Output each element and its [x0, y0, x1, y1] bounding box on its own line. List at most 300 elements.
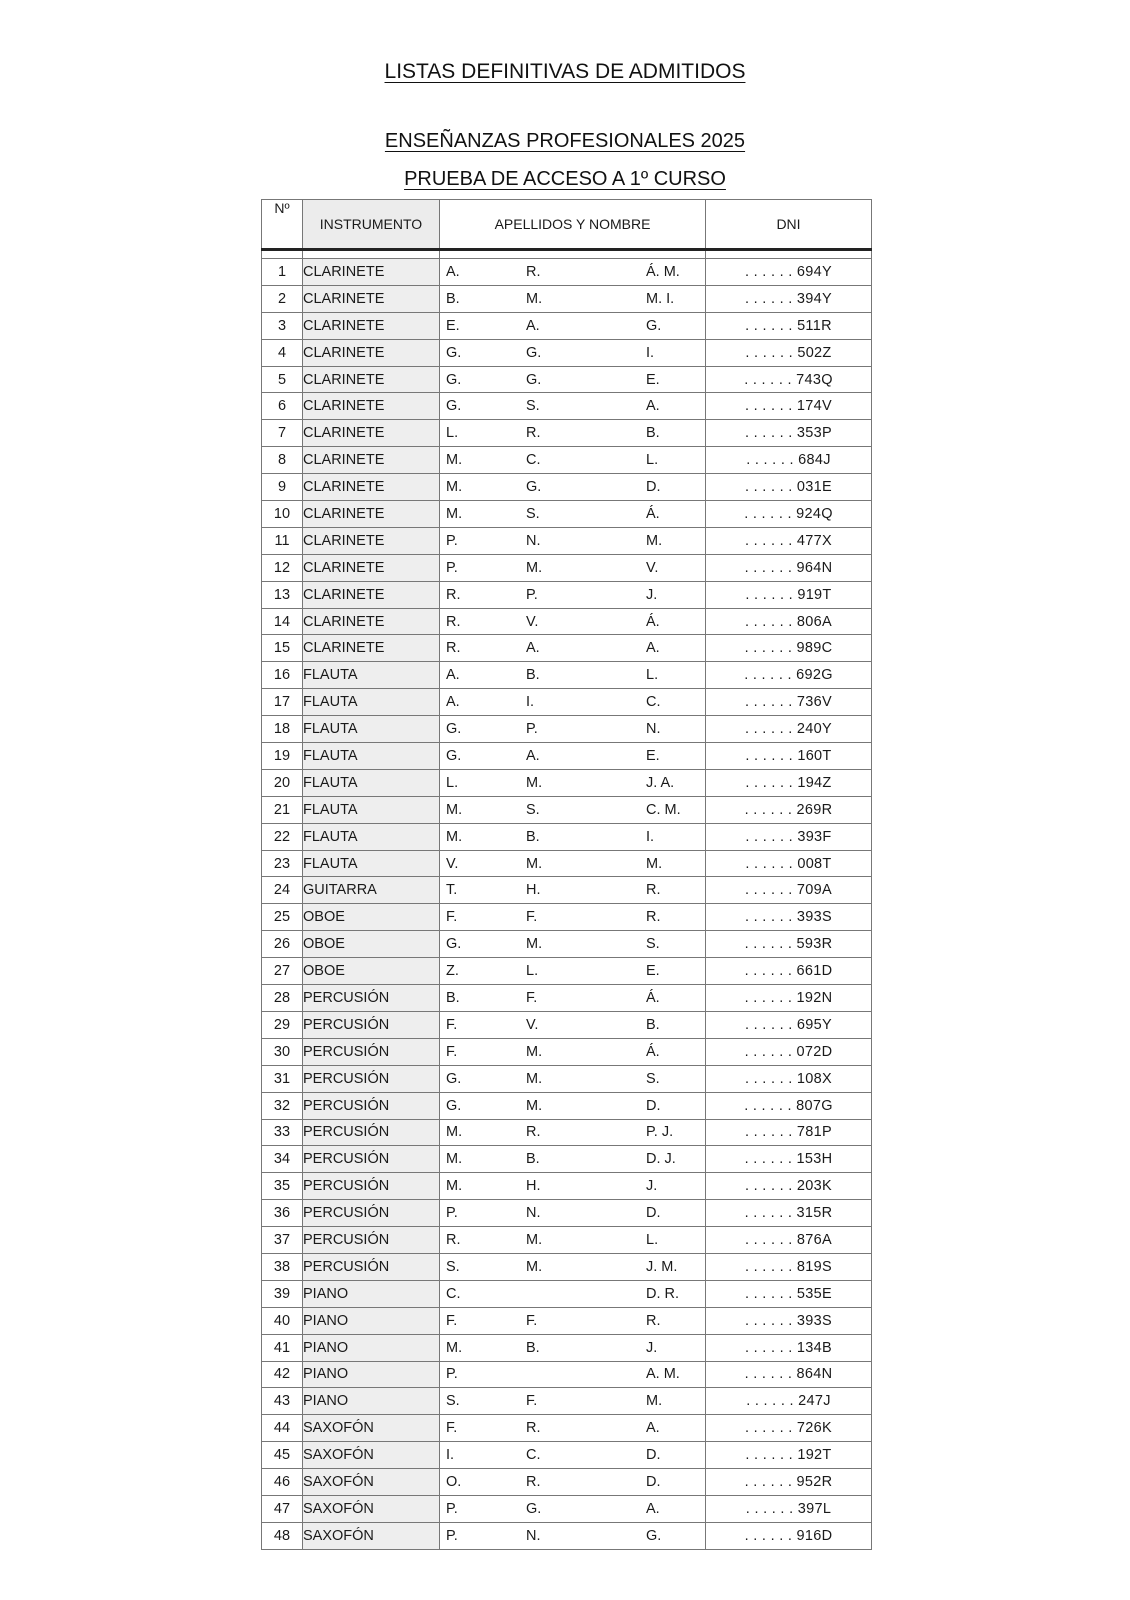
name-parts: [440, 533, 705, 549]
name-parts: [440, 990, 705, 1006]
table-row: [262, 1469, 872, 1496]
name-part-3: A.: [646, 1500, 660, 1517]
name-parts: [440, 882, 705, 898]
page-title: [0, 60, 1130, 84]
row-dni: . . . . . . 919T: [706, 581, 872, 608]
table-row: [262, 1388, 872, 1415]
row-instrument: CLARINETE: [303, 635, 440, 662]
row-instrument: PERCUSIÓN: [303, 1253, 440, 1280]
row-dni: . . . . . . 174V: [706, 393, 872, 420]
table-row: [262, 554, 872, 581]
name-part-1: G.: [446, 371, 462, 388]
row-instrument: CLARINETE: [303, 447, 440, 474]
name-part-3: R.: [646, 882, 661, 899]
row-instrument: PERCUSIÓN: [303, 1146, 440, 1173]
row-instrument: GUITARRA: [303, 877, 440, 904]
row-instrument: PERCUSIÓN: [303, 985, 440, 1012]
page-subtitle-2: [0, 168, 1130, 191]
name-part-2: B.: [526, 828, 540, 845]
name-part-3: V.: [646, 559, 659, 576]
name-part-1: C.: [446, 1285, 461, 1302]
name-parts: [440, 1447, 705, 1463]
name-part-1: G.: [446, 936, 462, 953]
name-part-1: P.: [446, 559, 458, 576]
table-row: [262, 1227, 872, 1254]
name-part-1: R.: [446, 613, 461, 630]
name-part-1: M.: [446, 1124, 463, 1141]
name-part-1: P.: [446, 532, 458, 549]
name-part-3: A. M.: [646, 1366, 680, 1383]
name-parts: [440, 1286, 705, 1302]
row-name: [440, 259, 706, 286]
row-number: 3: [262, 312, 303, 339]
name-part-1: M.: [446, 1178, 463, 1195]
admitted-table: [261, 199, 872, 1550]
name-parts: [440, 1124, 705, 1140]
table-row: [262, 259, 872, 286]
name-parts: [440, 1178, 705, 1194]
row-dni: . . . . . . 031E: [706, 474, 872, 501]
name-part-2: M.: [526, 936, 543, 953]
name-part-3: E.: [646, 963, 660, 980]
row-number: 11: [262, 527, 303, 554]
row-instrument: PERCUSIÓN: [303, 1173, 440, 1200]
name-part-1: L.: [446, 425, 459, 442]
row-instrument: SAXOFÓN: [303, 1522, 440, 1549]
name-part-1: O.: [446, 1474, 462, 1491]
name-part-1: A.: [446, 667, 460, 684]
row-dni: . . . . . . 924Q: [706, 501, 872, 528]
row-instrument: CLARINETE: [303, 420, 440, 447]
row-instrument: FLAUTA: [303, 796, 440, 823]
name-parts: [440, 345, 705, 361]
row-name: [440, 796, 706, 823]
row-number: 4: [262, 339, 303, 366]
row-number: 44: [262, 1415, 303, 1442]
name-part-2: G.: [526, 1500, 542, 1517]
name-parts: [440, 1501, 705, 1517]
name-part-3: M.: [646, 532, 663, 549]
row-instrument: OBOE: [303, 931, 440, 958]
name-part-3: A.: [646, 1420, 660, 1437]
row-number: 31: [262, 1065, 303, 1092]
name-part-3: N.: [646, 721, 661, 738]
name-part-2: C.: [526, 1447, 541, 1464]
name-part-3: E.: [646, 371, 660, 388]
row-name: [440, 769, 706, 796]
row-name: [440, 527, 706, 554]
table-row: [262, 743, 872, 770]
row-instrument: PIANO: [303, 1307, 440, 1334]
name-parts: [440, 694, 705, 710]
column-header-no: Nº: [262, 200, 303, 250]
row-number: 16: [262, 662, 303, 689]
name-part-3: D. R.: [646, 1285, 680, 1302]
table-row: [262, 1442, 872, 1469]
name-parts: [440, 398, 705, 414]
name-parts: [440, 775, 705, 791]
row-instrument: PIANO: [303, 1280, 440, 1307]
name-part-1: M.: [446, 1339, 463, 1356]
row-number: 24: [262, 877, 303, 904]
row-number: 27: [262, 958, 303, 985]
page-subtitle-2-text: PRUEBA DE ACCESO A 1º CURSO: [404, 168, 726, 190]
row-number: 41: [262, 1334, 303, 1361]
name-parts: [440, 1205, 705, 1221]
row-dni: . . . . . . 819S: [706, 1253, 872, 1280]
column-header-instrument: INSTRUMENTO: [303, 200, 440, 250]
name-part-1: B.: [446, 989, 460, 1006]
name-part-2: G.: [526, 371, 542, 388]
name-part-2: M.: [526, 559, 543, 576]
name-part-3: A.: [646, 398, 660, 415]
name-part-2: L.: [526, 963, 539, 980]
name-part-3: D.: [646, 1205, 661, 1222]
table-row: [262, 393, 872, 420]
row-dni: . . . . . . 661D: [706, 958, 872, 985]
table-row: [262, 689, 872, 716]
row-dni: . . . . . . 511R: [706, 312, 872, 339]
row-dni: . . . . . . 695Y: [706, 1011, 872, 1038]
row-name: [440, 501, 706, 528]
name-part-3: D.: [646, 479, 661, 496]
name-parts: [440, 829, 705, 845]
name-part-2: I.: [526, 694, 535, 711]
name-part-2: M.: [526, 774, 543, 791]
row-name: [440, 1065, 706, 1092]
name-parts: [440, 856, 705, 872]
name-part-1: M.: [446, 1151, 463, 1168]
table-row: [262, 581, 872, 608]
row-number: 7: [262, 420, 303, 447]
table-row: [262, 1200, 872, 1227]
row-instrument: CLARINETE: [303, 339, 440, 366]
name-part-3: Á.: [646, 505, 660, 522]
name-part-2: F.: [526, 989, 538, 1006]
row-number: 10: [262, 501, 303, 528]
name-part-1: P.: [446, 1366, 458, 1383]
row-name: [440, 958, 706, 985]
name-part-3: Á.: [646, 613, 660, 630]
table-row: [262, 1253, 872, 1280]
name-parts: [440, 1259, 705, 1275]
row-name: [440, 985, 706, 1012]
spacer-cell: [440, 250, 706, 259]
name-part-2: A.: [526, 640, 540, 657]
name-part-2: B.: [526, 1151, 540, 1168]
table-row: [262, 662, 872, 689]
name-part-2: M.: [526, 855, 543, 872]
row-instrument: FLAUTA: [303, 716, 440, 743]
row-name: [440, 1011, 706, 1038]
name-part-2: H.: [526, 882, 541, 899]
row-name: [440, 931, 706, 958]
name-part-2: S.: [526, 398, 540, 415]
row-instrument: CLARINETE: [303, 527, 440, 554]
row-number: 40: [262, 1307, 303, 1334]
name-part-3: R.: [646, 1312, 661, 1329]
name-part-2: M.: [526, 1258, 543, 1275]
row-name: [440, 447, 706, 474]
name-part-3: D.: [646, 1447, 661, 1464]
row-instrument: OBOE: [303, 904, 440, 931]
row-name: [440, 1253, 706, 1280]
row-name: [440, 1307, 706, 1334]
name-parts: [440, 1098, 705, 1114]
name-parts: [440, 667, 705, 683]
row-dni: . . . . . . 192N: [706, 985, 872, 1012]
name-part-3: M.: [646, 855, 663, 872]
name-part-1: P.: [446, 1205, 458, 1222]
row-dni: . . . . . . 203K: [706, 1173, 872, 1200]
row-dni: . . . . . . 502Z: [706, 339, 872, 366]
row-instrument: FLAUTA: [303, 689, 440, 716]
row-number: 45: [262, 1442, 303, 1469]
name-part-2: P.: [526, 586, 538, 603]
row-number: 6: [262, 393, 303, 420]
row-number: 47: [262, 1495, 303, 1522]
row-dni: . . . . . . 593R: [706, 931, 872, 958]
table-row: [262, 1361, 872, 1388]
name-part-1: Z.: [446, 963, 459, 980]
table-row: [262, 1092, 872, 1119]
row-instrument: PERCUSIÓN: [303, 1227, 440, 1254]
name-parts: [440, 506, 705, 522]
row-name: [440, 1388, 706, 1415]
name-part-1: I.: [446, 1447, 455, 1464]
name-parts: [440, 963, 705, 979]
name-part-2: N.: [526, 1527, 541, 1544]
row-instrument: FLAUTA: [303, 743, 440, 770]
row-instrument: PERCUSIÓN: [303, 1038, 440, 1065]
name-part-3: D.: [646, 1474, 661, 1491]
name-part-1: F.: [446, 909, 458, 926]
name-part-1: E.: [446, 317, 460, 334]
name-part-3: S.: [646, 936, 660, 953]
row-name: [440, 1334, 706, 1361]
row-dni: . . . . . . 477X: [706, 527, 872, 554]
name-part-1: R.: [446, 1232, 461, 1248]
name-parts: [440, 1044, 705, 1060]
row-dni: . . . . . . 736V: [706, 689, 872, 716]
name-parts: [440, 614, 705, 630]
row-instrument: FLAUTA: [303, 769, 440, 796]
name-part-3: J. A.: [646, 774, 675, 791]
name-part-1: M.: [446, 828, 463, 845]
name-part-3: Á.: [646, 1043, 660, 1060]
name-part-1: G.: [446, 747, 462, 764]
name-part-3: J.: [646, 586, 658, 603]
row-instrument: PERCUSIÓN: [303, 1011, 440, 1038]
row-name: [440, 285, 706, 312]
name-part-3: B.: [646, 425, 660, 442]
row-dni: . . . . . . 393S: [706, 1307, 872, 1334]
table-spacer-row: [262, 250, 872, 259]
row-number: 30: [262, 1038, 303, 1065]
row-instrument: CLARINETE: [303, 581, 440, 608]
row-number: 34: [262, 1146, 303, 1173]
row-name: [440, 312, 706, 339]
table-row: [262, 769, 872, 796]
table-row: [262, 850, 872, 877]
name-part-3: Á.: [646, 989, 660, 1006]
name-part-1: F.: [446, 1420, 458, 1437]
row-instrument: SAXOFÓN: [303, 1442, 440, 1469]
table-row: [262, 1280, 872, 1307]
name-parts: [440, 372, 705, 388]
row-name: [440, 689, 706, 716]
row-dni: . . . . . . 353P: [706, 420, 872, 447]
name-part-1: M.: [446, 452, 463, 469]
row-number: 22: [262, 823, 303, 850]
row-name: [440, 743, 706, 770]
table-row: [262, 931, 872, 958]
row-name: [440, 1038, 706, 1065]
table-row: [262, 1522, 872, 1549]
row-name: [440, 581, 706, 608]
name-part-2: G.: [526, 344, 542, 361]
table-row: [262, 474, 872, 501]
name-parts: [440, 1393, 705, 1409]
name-part-3: J. M.: [646, 1258, 678, 1275]
table-row: [262, 608, 872, 635]
table-row: [262, 447, 872, 474]
name-part-1: M.: [446, 505, 463, 522]
row-number: 48: [262, 1522, 303, 1549]
name-part-2: N.: [526, 1205, 541, 1222]
name-parts: [440, 264, 705, 280]
row-number: 19: [262, 743, 303, 770]
row-dni: . . . . . . 864N: [706, 1361, 872, 1388]
name-part-2: H.: [526, 1178, 541, 1195]
row-number: 1: [262, 259, 303, 286]
name-part-2: R.: [526, 1124, 541, 1141]
row-instrument: PERCUSIÓN: [303, 1065, 440, 1092]
name-parts: [440, 452, 705, 468]
column-header-name: APELLIDOS Y NOMBRE: [440, 200, 706, 250]
row-name: [440, 420, 706, 447]
row-number: 13: [262, 581, 303, 608]
row-number: 33: [262, 1119, 303, 1146]
name-part-3: D.: [646, 1097, 661, 1114]
row-number: 35: [262, 1173, 303, 1200]
row-number: 18: [262, 716, 303, 743]
page-subtitle-text: ENSEÑANZAS PROFESIONALES 2025: [384, 130, 746, 152]
row-number: 29: [262, 1011, 303, 1038]
table-header-row: [262, 200, 872, 250]
table-row: [262, 339, 872, 366]
name-part-1: R.: [446, 640, 461, 657]
name-part-1: G.: [446, 721, 462, 738]
name-part-1: M.: [446, 801, 463, 818]
name-part-1: S.: [446, 1258, 460, 1275]
row-dni: . . . . . . 315R: [706, 1200, 872, 1227]
name-parts: [440, 479, 705, 495]
name-part-2: M.: [526, 1232, 543, 1248]
name-parts: [440, 1474, 705, 1490]
row-name: [440, 554, 706, 581]
name-parts: [440, 1232, 705, 1248]
row-number: 8: [262, 447, 303, 474]
row-instrument: OBOE: [303, 958, 440, 985]
row-name: [440, 1522, 706, 1549]
row-instrument: SAXOFÓN: [303, 1495, 440, 1522]
row-number: 20: [262, 769, 303, 796]
name-part-2: N.: [526, 532, 541, 549]
name-part-1: R.: [446, 586, 461, 603]
name-part-2: S.: [526, 505, 540, 522]
name-part-1: F.: [446, 1043, 458, 1060]
row-dni: . . . . . . 008T: [706, 850, 872, 877]
row-number: 5: [262, 366, 303, 393]
row-instrument: PIANO: [303, 1334, 440, 1361]
row-dni: . . . . . . 194Z: [706, 769, 872, 796]
name-part-3: I.: [646, 344, 655, 361]
table-row: [262, 1415, 872, 1442]
row-name: [440, 1442, 706, 1469]
row-name: [440, 1361, 706, 1388]
table-row: [262, 420, 872, 447]
row-dni: . . . . . . 964N: [706, 554, 872, 581]
table-row: [262, 1146, 872, 1173]
row-instrument: CLARINETE: [303, 554, 440, 581]
row-number: 37: [262, 1227, 303, 1254]
name-part-2: V.: [526, 613, 539, 630]
name-parts: [440, 1151, 705, 1167]
row-dni: . . . . . . 743Q: [706, 366, 872, 393]
row-name: [440, 1092, 706, 1119]
row-number: 23: [262, 850, 303, 877]
name-parts: [440, 640, 705, 656]
row-dni: . . . . . . 160T: [706, 743, 872, 770]
row-dni: . . . . . . 684J: [706, 447, 872, 474]
row-instrument: CLARINETE: [303, 259, 440, 286]
name-part-2: F.: [526, 1312, 538, 1329]
row-name: [440, 474, 706, 501]
name-part-3: R.: [646, 909, 661, 926]
name-part-1: B.: [446, 290, 460, 307]
row-name: [440, 1495, 706, 1522]
row-number: 36: [262, 1200, 303, 1227]
row-name: [440, 339, 706, 366]
name-part-1: F.: [446, 1312, 458, 1329]
row-dni: . . . . . . 153H: [706, 1146, 872, 1173]
row-dni: . . . . . . 535E: [706, 1280, 872, 1307]
name-part-3: J.: [646, 1339, 658, 1356]
row-instrument: FLAUTA: [303, 850, 440, 877]
row-instrument: CLARINETE: [303, 501, 440, 528]
name-parts: [440, 560, 705, 576]
name-part-2: P.: [526, 721, 538, 738]
row-dni: . . . . . . 694Y: [706, 259, 872, 286]
row-number: 46: [262, 1469, 303, 1496]
table-row: [262, 366, 872, 393]
name-part-1: L.: [446, 774, 459, 791]
row-instrument: PIANO: [303, 1361, 440, 1388]
name-part-3: L.: [646, 1232, 659, 1248]
name-part-3: Á. M.: [646, 263, 680, 280]
row-instrument: SAXOFÓN: [303, 1415, 440, 1442]
name-parts: [440, 425, 705, 441]
row-instrument: PERCUSIÓN: [303, 1200, 440, 1227]
name-part-3: G.: [646, 1527, 662, 1544]
name-part-3: S.: [646, 1070, 660, 1087]
row-name: [440, 1415, 706, 1442]
row-instrument: CLARINETE: [303, 474, 440, 501]
row-number: 32: [262, 1092, 303, 1119]
row-number: 9: [262, 474, 303, 501]
name-part-1: S.: [446, 1393, 460, 1410]
